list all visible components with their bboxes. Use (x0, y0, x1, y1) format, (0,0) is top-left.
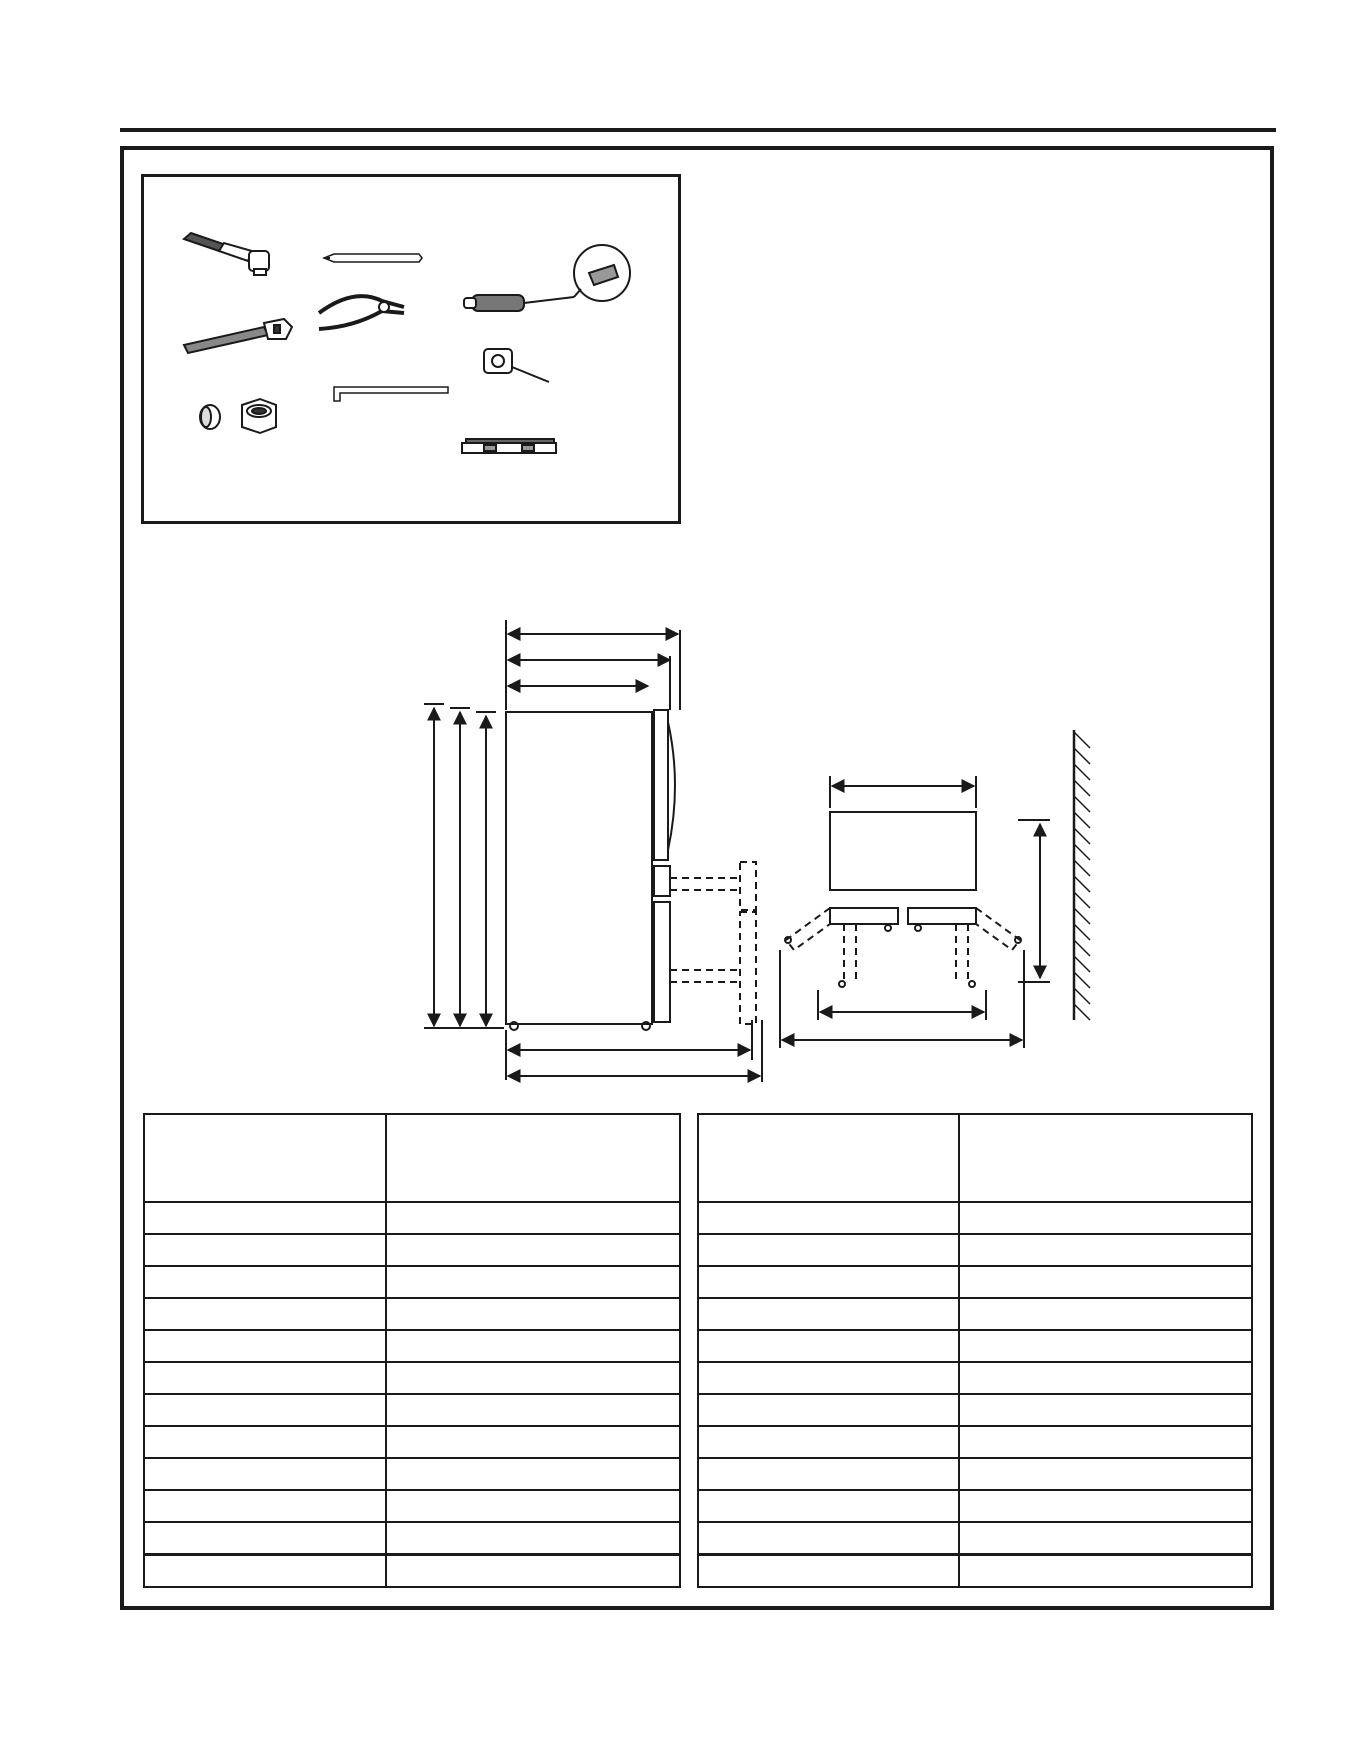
table-cell (698, 1490, 959, 1522)
table-cell (386, 1458, 680, 1490)
top-view (780, 730, 1090, 1048)
table-row (144, 1490, 680, 1522)
table-header (698, 1114, 1252, 1202)
table-cell (959, 1234, 1252, 1266)
table-cell (698, 1362, 959, 1394)
adjustable-wrench-icon (184, 319, 292, 353)
table-cell (959, 1555, 1252, 1588)
table-cell (959, 1394, 1252, 1426)
table-cell (698, 1234, 959, 1266)
table-cell (144, 1555, 386, 1588)
table-row (144, 1266, 680, 1298)
table-row (144, 1234, 680, 1266)
table-cell (144, 1234, 386, 1266)
table-cell (144, 1522, 386, 1555)
dimension-diagram (400, 620, 1120, 1090)
table-row (698, 1362, 1252, 1394)
table-cell (144, 1458, 386, 1490)
left-spec-table (143, 1113, 681, 1588)
table-cell (144, 1362, 386, 1394)
table-cell (386, 1522, 680, 1555)
table-cell (698, 1394, 959, 1426)
table-cell (698, 1266, 959, 1298)
header-cell (698, 1114, 959, 1202)
table-cell (959, 1522, 1252, 1555)
right-spec-table (697, 1113, 1253, 1588)
table-cell (386, 1394, 680, 1426)
table-row (698, 1555, 1252, 1588)
tools-panel (141, 174, 681, 524)
table-cell (698, 1330, 959, 1362)
tape-measure-icon (484, 349, 549, 382)
table-cell (386, 1555, 680, 1588)
table-cell (144, 1330, 386, 1362)
side-view (424, 620, 762, 1082)
table-header (144, 1114, 680, 1202)
table-cell (144, 1394, 386, 1426)
table-row (144, 1394, 680, 1426)
table-row (144, 1362, 680, 1394)
table-row (698, 1394, 1252, 1426)
table-cell (698, 1555, 959, 1588)
pliers-icon (319, 296, 404, 329)
table-row (144, 1426, 680, 1458)
ferrule-icon (200, 405, 220, 429)
table-cell (959, 1298, 1252, 1330)
table-cell (144, 1490, 386, 1522)
table-cell (386, 1202, 680, 1234)
socket-wrench-icon (184, 233, 269, 275)
allen-key-icon (334, 387, 448, 401)
table-cell (144, 1426, 386, 1458)
table-row (144, 1202, 680, 1234)
table-row (698, 1490, 1252, 1522)
table-row (144, 1298, 680, 1330)
tools-illustration (144, 177, 678, 521)
table-cell (386, 1426, 680, 1458)
table-cell (959, 1490, 1252, 1522)
header-cell (144, 1114, 386, 1202)
table-row (698, 1298, 1252, 1330)
table-cell (386, 1362, 680, 1394)
table-cell (698, 1426, 959, 1458)
table-row (144, 1458, 680, 1490)
table-row (698, 1234, 1252, 1266)
table-cell (386, 1234, 680, 1266)
table-cell (959, 1362, 1252, 1394)
header-cell (386, 1114, 680, 1202)
table-cell (959, 1458, 1252, 1490)
table-cell (959, 1202, 1252, 1234)
compression-nut-icon (242, 399, 276, 433)
table-cell (959, 1266, 1252, 1298)
header-rule (120, 128, 1276, 132)
table-row (698, 1266, 1252, 1298)
pencil-icon (324, 254, 422, 262)
table-cell (144, 1298, 386, 1330)
table-row (698, 1458, 1252, 1490)
table-row (698, 1202, 1252, 1234)
table-row (698, 1426, 1252, 1458)
table-cell (386, 1298, 680, 1330)
phillips-screwdriver-icon (464, 245, 630, 311)
table-cell (959, 1426, 1252, 1458)
table-cell (698, 1522, 959, 1555)
header-cell (959, 1114, 1252, 1202)
table-row (144, 1330, 680, 1362)
level-icon (462, 439, 556, 453)
table-cell (386, 1330, 680, 1362)
table-cell (698, 1298, 959, 1330)
table-row (144, 1522, 680, 1555)
table-cell (144, 1202, 386, 1234)
table-row (698, 1522, 1252, 1555)
table-cell (144, 1266, 386, 1298)
table-row (698, 1330, 1252, 1362)
table-cell (959, 1330, 1252, 1362)
table-cell (386, 1266, 680, 1298)
table-cell (698, 1458, 959, 1490)
table-cell (698, 1202, 959, 1234)
table-row (144, 1555, 680, 1588)
table-cell (386, 1490, 680, 1522)
